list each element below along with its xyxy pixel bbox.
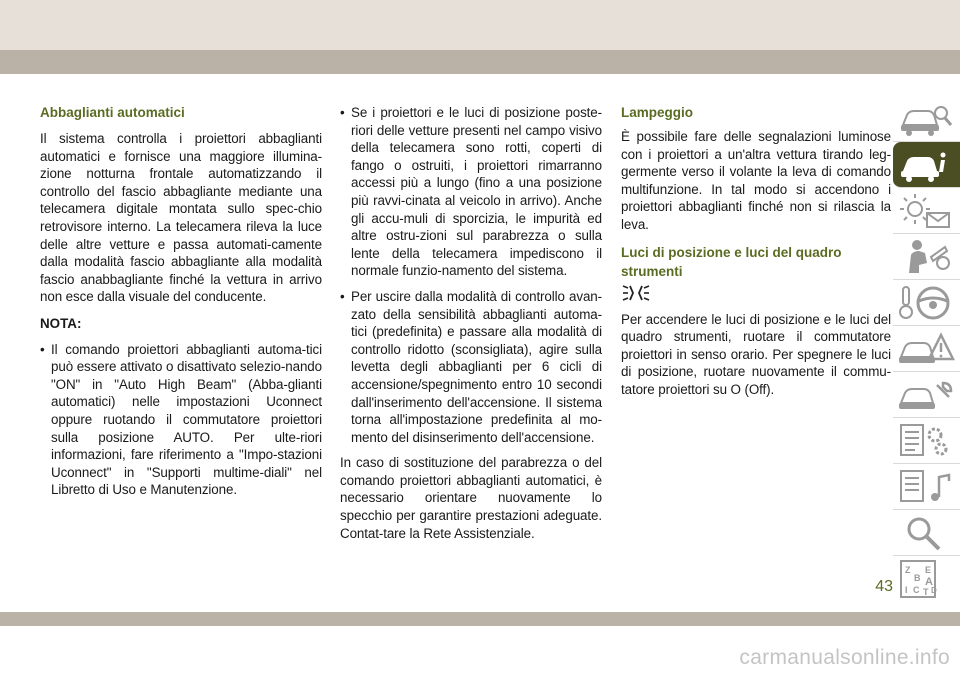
bullet-item: • Se i proiettori e le luci di posizione poste-riori delle vetture presenti nel campo visivo della telecamera sono rotti, coperti di fango o ostruiti, i proiettori rimarranno accessi più a lungo (fino a una posizione più ravvi-cinata al veicolo in arrivo). Anche gli accu-muli di sporcizia, le impurità ed altre ostru-zioni sul parabrezza o sulla lente della telecamera impediscono il normale funzio-namento del sistema. bbox=[340, 104, 602, 280]
sidebar-tab-warning-lights[interactable] bbox=[893, 188, 960, 234]
car-warning-icon bbox=[897, 329, 955, 369]
bullet-item: • Per uscire dalla modalità di controllo avan-zato della sensibilità abbaglianti automa-tici (predefinita) e passare alla modalità di controllo ridotto (sconsigliata), agire sulla levetta degli abbaglianti per 6 cicli di accensione/spegnimento entro 10 secondi dall'inserimento dell'accensione. Il sistema torna all'impostazione predefinita al mo-mento del disinserimento dell'accensione. bbox=[340, 288, 602, 446]
svg-text:B: B bbox=[914, 573, 921, 583]
watermark: carmanualsonline.info bbox=[739, 646, 950, 669]
section-heading-flash: Lampeggio bbox=[621, 105, 694, 120]
svg-text:C: C bbox=[913, 585, 920, 595]
section-heading-auto-high-beam: Abbaglianti automatici bbox=[40, 105, 185, 120]
svg-text:Z: Z bbox=[905, 565, 911, 575]
bullet-item: • Il comando proiettori abbaglianti automa-tici può essere attivato o disattivato selezio-nando "ON" in "Auto High Beam" (Abba-glianti automatici) nelle impostazioni Uconnect oppure ruotando il commutatore proiettori sulla posizione AUTO. Per ulte-riori informazioni, fare riferimento a "Impo-stazioni Uconnect" in "Supporti multime-diali" nel Libretto di Uso e Manutenzione. bbox=[40, 341, 322, 499]
sidebar-tab-specifications[interactable] bbox=[893, 418, 960, 464]
car-service-icon bbox=[897, 375, 955, 415]
steering-wheel-icon bbox=[897, 283, 955, 323]
sidebar-tab-safety[interactable] bbox=[893, 234, 960, 280]
svg-text:A: A bbox=[925, 576, 933, 588]
parking-lights-icon bbox=[621, 283, 651, 303]
page-number: 43 bbox=[875, 578, 893, 595]
paragraph-parking-lights: Per accendere le luci di posizione e le luci del quadro strumenti, ruotare il commutatore proiettori in senso orario. Per spegnere le luci di posizione, ruotare nuovamente il commu-tatore proiettori su O (Off). bbox=[621, 311, 891, 397]
sidebar-tab-servicing[interactable] bbox=[893, 372, 960, 418]
chapter-sidebar bbox=[893, 96, 960, 602]
paragraph-auto-high-beam: Il sistema controlla i proiettori abbaglianti automatici e fornisce una maggiore illumina-zione notturna frontale automatizzando il controllo del fascio abbagliante mediante una telecamera digitale montata sullo spec-chio retrovisore interno. La telecamera rileva la luce delle altre vetture e passa automati-camente dalla modalità fascio abbagliante alla modalità fascio anabbagliante finché la vettura in arrivo non esce dalla visuale del conducente. bbox=[40, 131, 322, 305]
sidebar-tab-search[interactable] bbox=[893, 510, 960, 556]
svg-text:E: E bbox=[925, 565, 932, 575]
multimedia-icon bbox=[897, 467, 955, 507]
column-right bbox=[621, 104, 891, 408]
sidebar-tab-starting[interactable] bbox=[893, 280, 960, 326]
search-icon bbox=[897, 513, 955, 553]
sidebar-tab-index[interactable] bbox=[893, 556, 960, 602]
svg-text:D: D bbox=[931, 586, 937, 595]
paragraph-flash: È possibile fare delle segnalazioni luminose con i proiettori a un'altra vettura tirando leg-germente verso il volante la leva di comando multifunzione. In tal modo si accendono i proiettori abbaglianti finché non si rilascia la leva. bbox=[621, 129, 891, 232]
svg-text:T: T bbox=[923, 587, 929, 597]
sidebar-tab-emergency[interactable] bbox=[893, 326, 960, 372]
airbag-seat-icon bbox=[897, 237, 955, 277]
column-middle bbox=[340, 104, 602, 551]
car-search-icon bbox=[897, 99, 955, 139]
footer-bar bbox=[0, 612, 960, 626]
column-left bbox=[40, 104, 322, 507]
car-info-icon bbox=[897, 145, 955, 185]
note-label: NOTA: bbox=[40, 315, 82, 331]
header-band bbox=[0, 0, 960, 50]
paragraph-windshield: In caso di sostituzione del parabrezza o del comando proiettori abbaglianti automatici, è necessario orientare nuovamente lo specchio per garantire prestazioni adeguate. Contat-tare la Rete Assistenziale. bbox=[340, 455, 602, 541]
index-icon bbox=[897, 559, 955, 599]
sidebar-tab-getting-to-know[interactable] bbox=[893, 96, 960, 142]
svg-text:I: I bbox=[905, 585, 908, 595]
section-heading-parking-lights: Luci di posizione e luci del quadro strumenti bbox=[621, 244, 842, 279]
specifications-icon bbox=[897, 421, 955, 461]
warning-lights-icon bbox=[897, 191, 955, 231]
sidebar-tab-multimedia[interactable] bbox=[893, 464, 960, 510]
header-bar bbox=[0, 50, 960, 74]
sidebar-tab-controls[interactable] bbox=[893, 142, 960, 188]
